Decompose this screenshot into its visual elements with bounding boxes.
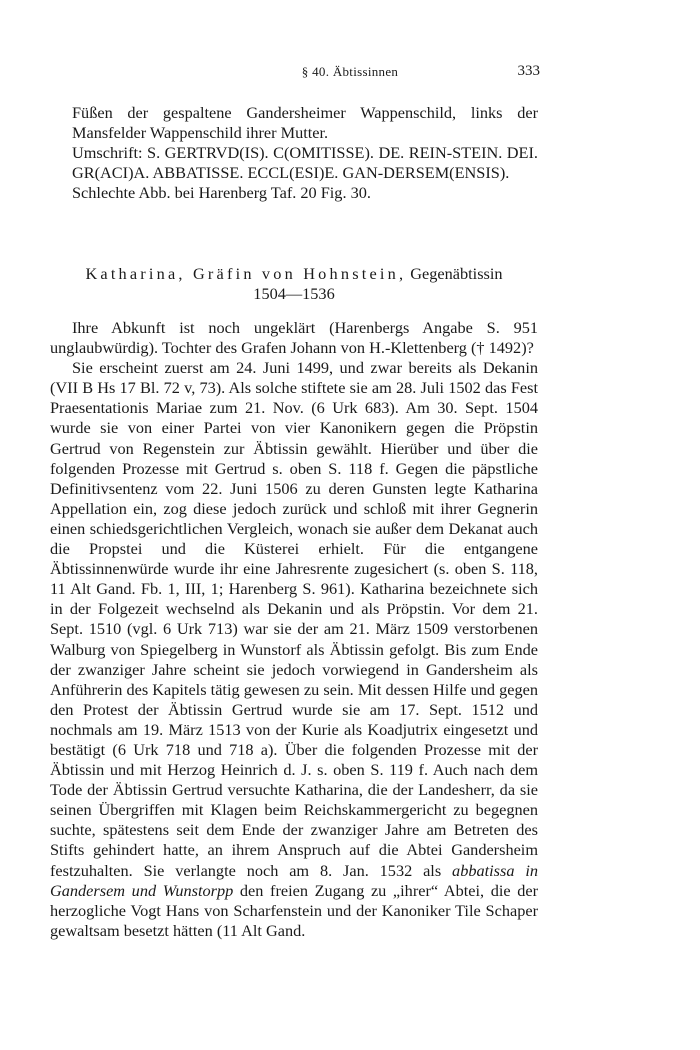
paragraph-career-quote: abbatissa in Gandersem und Wunstorpp — [50, 860, 538, 900]
entry-body — [50, 318, 538, 941]
seal-legend: Umschrift: S. GERTRVD(IS). C(OMITISSE). DE. REIN-STEIN. DEI. GR(ACI)A. ABBATISSE. ECCL(ESI)E. GAN-DERSEM(ENSIS). — [72, 143, 538, 182]
seal-reference: Schlechte Abb. bei Harenberg Taf. 20 Fig. 30. — [72, 183, 371, 202]
entry-role: Gegenäbtissin — [406, 264, 503, 283]
paragraph-career — [50, 358, 538, 941]
section-title: § 40. Äbtissinnen — [301, 64, 399, 79]
seal-description-line-1: Füßen der gespaltene Gandersheimer Wappenschild, links der Mansfelder Wappenschild ihrer Mutter. — [72, 103, 538, 142]
entry-name: Katharina, Gräfin von Hohnstein, — [85, 264, 407, 283]
seal-description — [50, 103, 538, 203]
paragraph-origin: Ihre Abkunft ist noch ungeklärt (Harenbergs Angabe S. 951 unglaubwürdig). Tochter des Grafen Johann von H.-Klettenberg († 1492)? — [50, 318, 538, 358]
running-head — [0, 64, 700, 84]
entry-heading — [50, 264, 538, 304]
page-number: 333 — [517, 63, 540, 79]
paragraph-career-text: Sie erscheint zuerst am 24. Juni 1499, und zwar bereits als Dekanin (VII B Hs 17 Bl. 72 v, 73). Als solche stiftete sie am 28. Juli 1502 das Fest Praesentationis Mariae zum 21. Nov. (6 Urk 683). Am 30. Sept. 1504 wurde sie von einer Partei von vier Kanonikern gegen die Pröpstin Gertrud von Regenstein zur Äbtissin gewählt. Hierüber und über die folgenden Prozesse mit Gertrud s. oben S. 118 f. Gegen die päpstliche Definitivsentenz vom 22. Juni 1506 zu deren Gunsten legte Katharina Appellation ein, zog diese jedoch zurück und schloß mit ihrer Gegnerin einen schiedsgerichtlichen Vergleich, wonach sie außer dem Dekanat auch die Propstei und die Küsterei erhielt. Für die entgangene Äbtissinnenwürde wurde ihr eine Jahresrente zugesichert (s. oben S. 118, 11 Alt Gand. Fb. 1, III, 1; Harenberg S. 961). Katharina bezeichnete sich in der Folgezeit wechselnd als Dekanin und als Pröpstin. Vor dem 21. Sept. 1510 (vgl. 6 Urk 713) war sie der am 21. März 1509 verstorbenen Walburg von Spiegelberg in Wunstorf als Äbtissin gefolgt. Bis zum Ende der zwanziger Jahre scheint sie jedoch vorwiegend in Gandersheim als Anführerin des Kapitels tätig gewesen zu sein. Mit dessen Hilfe und gegen den Protest der Äbtissin Gertrud wurde sie am 17. Sept. 1512 und nochmals am 19. März 1513 von der Kurie als Koadjutrix eingesetzt und bestätigt (6 Urk 718 und 718 a). Über die folgenden Prozesse mit der Äbtissin und mit Herzog Heinrich d. J. s. oben S. 119 f. Auch nach dem Tode der Äbtissin Gertrud versuchte Katharina, die der Landesherr, da sie seinen Übergriffen mit Klagen beim Reichskammergericht zu begegnen suchte, spätestens seit dem Ende der zwanziger Jahre am Betreten des Stifts gehindert hatte, an ihrem Anspruch auf die Abtei Gandersheim festzuhalten. Sie verlangte noch am 8. Jan. 1532 als — [50, 358, 538, 880]
paragraph-career-text-end: den freien Zugang zu „ihrer“ Abtei, die der herzogliche Vogt Hans von Scharfenstein und der Kanoniker Tile Schaper gewaltsam besetzt hätten (11 Alt Gand. — [50, 880, 538, 940]
entry-dates: 1504—1536 — [253, 284, 335, 303]
